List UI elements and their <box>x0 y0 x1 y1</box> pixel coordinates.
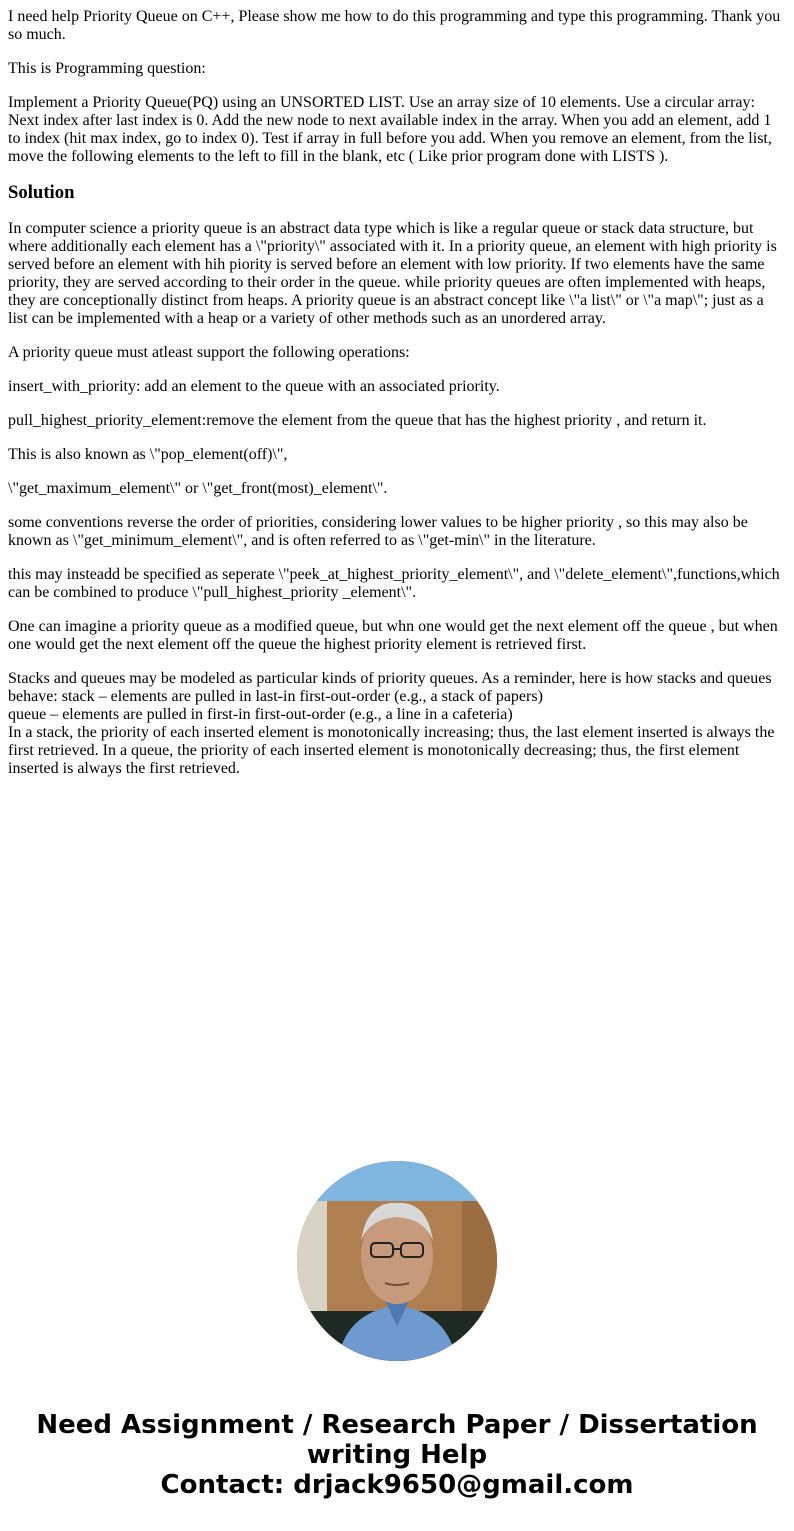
text-line: In a stack, the priority of each inserted element is monotonically increasing; thus, the last element inserted is always the first retrieved. In a queue, the priority of each inserted element is monotonically decreasing; thus, the first element inserted is always the first retrieved. <box>8 724 775 777</box>
portrait-image <box>297 1161 497 1361</box>
question-label: This is Programming question: <box>8 60 206 77</box>
solution-paragraph: In computer science a priority queue is an abstract data type which is like a regular queue or stack data structure, but where additionally each element has a \"priority\" associated with it. In a priority queue, an element with high priority is served before an element with hih piority is served before an element with low priority. If two elements have the same priority, they are served according to their order in the queue. while priority queues are often implemented with heaps, they are conceptionally distinct from heaps. A priority queue is an abstract concept like \"a list\" or \"a map\"; just as a list can be implemented with a heap or a variety of other methods such as an unordered array. <box>8 220 777 327</box>
solution-paragraph: A priority queue must atleast support the following operations: <box>8 344 410 361</box>
document <box>0 8 794 778</box>
question-text: Implement a Priority Queue(PQ) using an UNSORTED LIST. Use an array size of 10 elements. Use a circular array: Next index after last index is 0. Add the new node to next available index in the array. When you add an element, add 1 to index (hit max index, go to index 0). Test if array in full before you add. When you remove an element, from the list, move the following elements to the left to fill in the blank, etc ( Like prior program done with LISTS ). <box>8 94 772 165</box>
solution-paragraph: \"get_maximum_element\" or \"get_front(most)_element\". <box>8 480 388 497</box>
banner-line: Need Assignment / Research Paper / Dissertation writing Help <box>36 1410 758 1470</box>
solution-paragraph: pull_highest_priority_element:remove the element from the queue that has the highest priority , and return it. <box>8 412 707 429</box>
question-intro: I need help Priority Queue on C++, Please show me how to do this programming and type this programming. Thank you so much. <box>8 8 781 43</box>
author-avatar <box>297 1161 497 1361</box>
contact-email: Contact: drjack9650@gmail.com <box>160 1470 634 1500</box>
solution-heading: Solution <box>8 182 75 203</box>
text-line: Stacks and queues may be modeled as particular kinds of priority queues. As a reminder, here is how stacks and queues behave: stack – elements are pulled in last-in first-out-order (e.g., a stack of papers) <box>8 670 772 705</box>
solution-paragraph: insert_with_priority: add an element to the queue with an associated priority. <box>8 378 500 395</box>
contact-banner <box>0 1410 794 1500</box>
text-line: queue – elements are pulled in first-in first-out-order (e.g., a line in a cafeteria) <box>8 706 513 723</box>
solution-paragraph: This is also known as \"pop_element(off)\", <box>8 446 288 463</box>
solution-paragraph: some conventions reverse the order of priorities, considering lower values to be higher priority , so this may also be known as \"get_minimum_element\", and is often referred to as \"get-min\" in the literature. <box>8 514 748 549</box>
solution-paragraph: One can imagine a priority queue as a modified queue, but whn one would get the next element off the queue , but when one would get the next element off the queue the highest priority element is retrieved first. <box>8 618 778 653</box>
solution-paragraph: this may insteadd be specified as seperate \"peek_at_highest_priority_element\", and \"delete_element\",functions,which can be combined to produce \"pull_highest_priority _element\". <box>8 566 780 601</box>
solution-paragraph-stacks <box>8 670 786 778</box>
